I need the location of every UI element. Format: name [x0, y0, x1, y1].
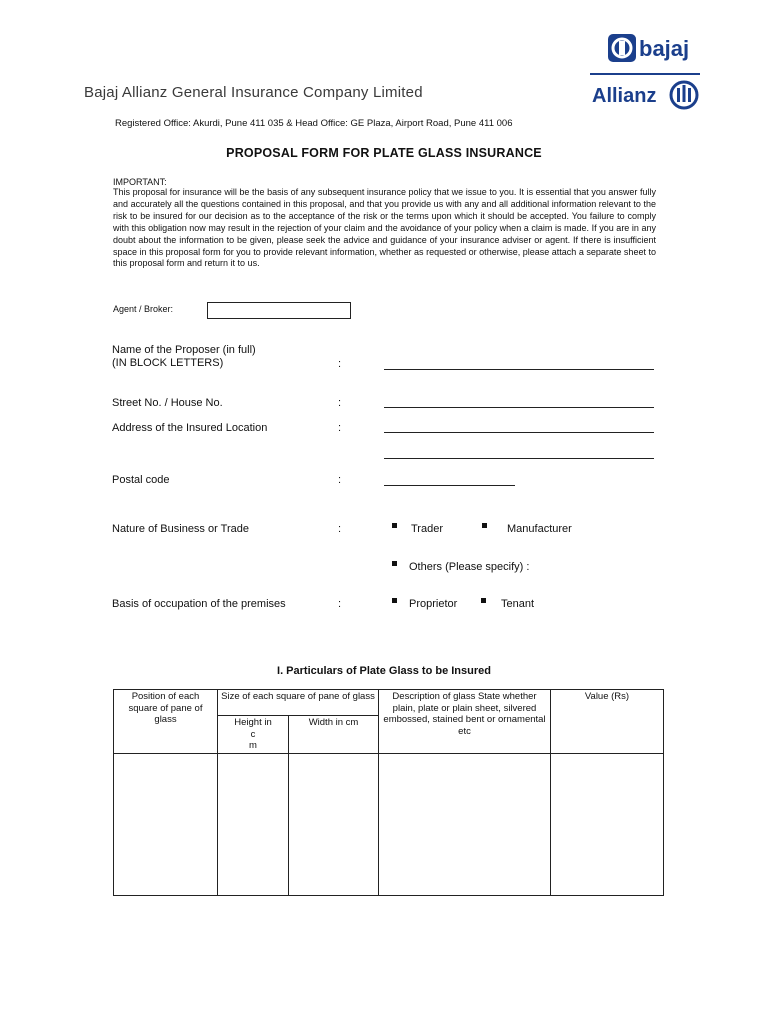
proposer-name-label-line1: Name of the Proposer (in full) [112, 344, 256, 356]
option-manufacturer[interactable] [482, 523, 572, 535]
checkbox-bullet-icon [392, 523, 397, 528]
option-proprietor[interactable] [392, 598, 457, 610]
agent-broker-field[interactable] [207, 302, 351, 319]
postal-code-field[interactable] [384, 485, 515, 486]
bajaj-logo-text: bajaj [639, 36, 690, 61]
cell-width[interactable] [289, 753, 379, 895]
important-label: IMPORTANT: [113, 177, 167, 187]
checkbox-bullet-icon [392, 561, 397, 566]
option-tenant-label: Tenant [501, 598, 535, 610]
option-others[interactable] [392, 561, 529, 573]
street-no-label: Street No. / House No. [112, 397, 223, 409]
option-proprietor-label: Proprietor [409, 598, 458, 610]
checkbox-bullet-icon [481, 598, 486, 603]
form-title: PROPOSAL FORM FOR PLATE GLASS INSURANCE [226, 146, 542, 160]
checkbox-bullet-icon [482, 523, 487, 528]
option-tenant[interactable] [481, 598, 534, 610]
header-height-line1: Height in [234, 717, 272, 728]
header-position: Position of each square of pane of glass [114, 690, 218, 754]
colon: : [338, 474, 342, 486]
section-title: I. Particulars of Plate Glass to be Insured [277, 665, 491, 677]
cell-description[interactable] [379, 753, 551, 895]
option-trader[interactable] [392, 523, 443, 535]
address-label: Address of the Insured Location [112, 422, 268, 434]
postal-code-label: Postal code [112, 474, 170, 486]
header-height-line2: c [250, 728, 256, 740]
registered-office: Registered Office: Akurdi, Pune 411 035 & Head Office: GE Plaza, Airport Road, Pune 411 006 [115, 118, 513, 129]
header-description: Description of glass State whether plain, plate or plain sheet, silvered embossed, stained bent or ornamental etc [379, 690, 551, 754]
option-others-label: Others (Please specify) : [409, 561, 530, 573]
address-field-line1[interactable] [384, 432, 654, 433]
important-text: This proposal for insurance will be the basis of any subsequent insurance policy that we issue to you. It is essential that you answer fully and accurately all the questions contained in this proposal, and that you provide us with any and all additional information relevant to the risk to be insured for our decision as to the acceptance of the risk or the terms upon which it should be accepted. You failure to comply with this obligation now may result in the rejection of your claim and the avoidance of your policy when a claim is made. If you are in any doubt about the information to be given, please seek the advice and guidance of your insurance adviser or agent. If there is insufficient space in this proposal form for you to provide relevant information, whether as requested or otherwise, please attach a separate sheet to this proposal form and return it to us. [113, 187, 656, 269]
cell-height[interactable] [218, 753, 289, 895]
address-field-line2[interactable] [384, 458, 654, 459]
colon: : [338, 598, 342, 610]
header-height [218, 716, 289, 754]
cell-position[interactable] [114, 753, 218, 895]
checkbox-bullet-icon [392, 598, 397, 603]
colon: : [338, 397, 342, 409]
street-no-field[interactable] [384, 407, 654, 408]
option-manufacturer-label: Manufacturer [507, 523, 572, 535]
nature-of-business-label: Nature of Business or Trade [112, 523, 249, 535]
company-name: Bajaj Allianz General Insurance Company Limited [84, 84, 423, 101]
proposer-name-field[interactable] [384, 369, 654, 370]
header-height-line3: m [249, 740, 257, 751]
plate-glass-table [113, 689, 664, 896]
header-width: Width in cm [289, 716, 379, 754]
bajaj-allianz-logo [586, 30, 704, 116]
proposer-name-label [112, 344, 256, 370]
proposer-name-label-line2: (IN BLOCK LETTERS) [112, 357, 224, 369]
basis-of-occupation-label: Basis of occupation of the premises [112, 598, 286, 610]
allianz-logo-text: Allianz [592, 85, 657, 107]
agent-broker-label: Agent / Broker: [113, 304, 174, 314]
table-row [114, 753, 664, 895]
colon: : [338, 358, 342, 370]
colon: : [338, 523, 342, 535]
colon: : [338, 422, 342, 434]
header-value: Value (Rs) [551, 690, 664, 754]
option-trader-label: Trader [411, 523, 443, 535]
header-size: Size of each square of pane of glass [218, 690, 379, 716]
cell-value[interactable] [551, 753, 664, 895]
